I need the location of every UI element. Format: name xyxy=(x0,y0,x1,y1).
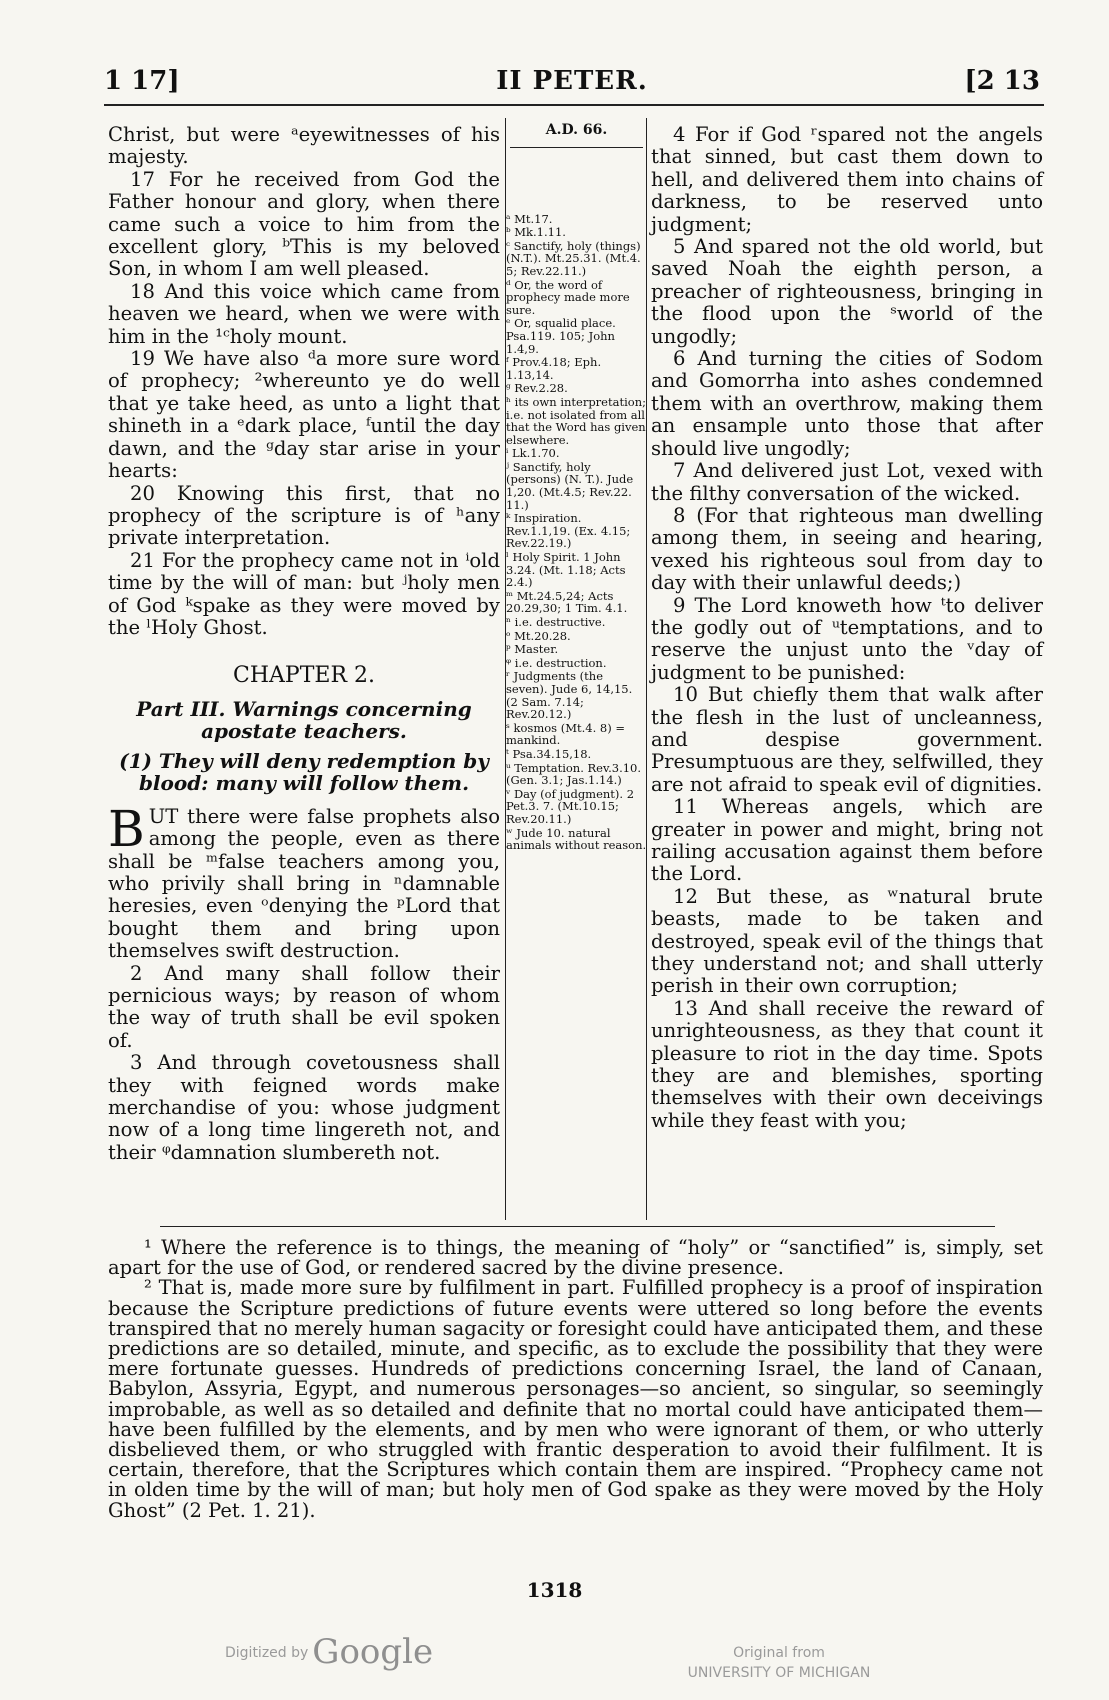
margin-note: ᵖ Master. xyxy=(506,642,559,657)
verse-1-18: 18 And this voice which came from heaven we heard, when we were with him in the ¹ᶜholy mount. xyxy=(108,279,500,348)
verse-2-12: 12 But these, as ʷnatural brute beasts, made to be taken and destroyed, speak evil of the things that they understand not; and shall utterly perish in their own corruption; xyxy=(651,884,1043,998)
drop-cap: B xyxy=(108,799,145,858)
verse-2-13: 13 And shall receive the reward of unrighteousness, as they that count it pleasure to riot in the day time. Spots they are and blemishes, sporting themselves with their own deceivings while they feast with you; xyxy=(651,996,1043,1132)
margin-note: ˢ kosmos (Mt.4. 8) = mankind. xyxy=(506,720,625,748)
header-rule xyxy=(104,104,1044,106)
margin-note: ᵍ Rev.2.28. xyxy=(506,381,568,396)
verse-2-1-text: UT there were false prophets also among the people, even as there shall be ᵐfalse teachers among you, who privily shall bring in ⁿdamnable heresies, even ᵒdenying the ᵖLord that bought them and bring upon themselves swift destruction. xyxy=(108,804,500,963)
verse-2-8: 8 (For that righteous man dwelling among them, in seeing and hearing, vexed his righteous soul from day to day with their unlawful deeds;) xyxy=(651,503,1043,595)
header-reference-right: [2 13 xyxy=(964,66,1040,96)
verse-2-10: 10 But chiefly them that walk after the flesh in the lust of uncleanness, and despise government. Presumptuous are they, selfwilled, they are not afraid to speak evil of dignities. xyxy=(651,683,1043,796)
margin-note: ᶠ Prov.4.18; Eph. 1.13,14. xyxy=(506,355,602,382)
verse-2-2: 2 And many shall follow their pernicious ways; by reason of whom the way of truth shall be evil spoken of. xyxy=(108,961,500,1052)
margin-note: ᵃ Mt.17. xyxy=(506,211,553,226)
header-book-title: II PETER. xyxy=(496,66,648,96)
margin-references xyxy=(506,124,647,853)
margin-note: ⁿ i.e. destructive. xyxy=(506,615,606,629)
part-heading: Part III. Warnings concerning apostate teachers. xyxy=(136,696,472,743)
margin-note: ᵐ Mt.24.5,24; Acts 20.29,30; 1 Tim. 4.1. xyxy=(506,588,628,616)
verse-2-3: 3 And through covetousness shall they with feigned words make merchandise of you: whose judgment now of a long time lingereth not, and their ᵠdamnation slumbereth not. xyxy=(108,1051,500,1164)
margin-note: ʲ Sanctify, holy (persons) (N. T.). Jude 1,20. (Mt.4.5; Rev.22. 11.) xyxy=(506,459,634,512)
verse-2-9: 9 The Lord knoweth how ᵗto deliver the godly out of ᵘtemptations, and to reserve the unjust unto the ᵛday of judgment to be punished: xyxy=(651,593,1043,684)
margin-note: ᵏ Inspiration. Rev.1.1,19. (Ex. 4.15; Rev.22.19.) xyxy=(506,511,631,551)
original-from-label: Original from xyxy=(733,1645,825,1661)
verse-1-19: 19 We have also ᵈa more sure word of prophecy; ²whereunto ye do well that ye take heed, as unto a light that shineth in a ᵉdark place, ᶠuntil the day dawn, and the ᵍday star arise in your hearts: xyxy=(108,347,500,483)
verse-2-4: 4 For if God ʳspared not the angels that sinned, but cast them down to hell, and delivered them into chains of darkness, to be reserved unto judgment; xyxy=(651,123,1043,236)
verse-2-1 xyxy=(108,799,500,963)
margin-note: ˡ Holy Spirit. 1 John 3.24. (Mt. 1.18; Acts 2.4.) xyxy=(506,550,626,590)
margin-note: ᶜ Sanctify, holy (things) (N.T.). Mt.25.31. (Mt.4. 5; Rev.22.11.) xyxy=(506,238,641,278)
left-text-column xyxy=(108,124,500,1164)
verse-2-5: 5 And spared not the old world, but saved Noah the eighth person, a preacher of righteousness, bringing in the flood upon the ˢworld of the ungodly; xyxy=(651,235,1043,348)
footnote-rule xyxy=(160,1226,995,1227)
verse-1-16-end: Christ, but were ᵃeyewitnesses of his majesty. xyxy=(108,123,500,169)
margin-note: ᵗ Psa.34.15,18. xyxy=(506,746,592,761)
library-name: UNIVERSITY OF MICHIGAN xyxy=(687,1665,871,1681)
verse-2-11: 11 Whereas angels, which are greater in power and might, bring not railing accusation against them before the Lord. xyxy=(651,795,1043,886)
chapter-heading: CHAPTER 2. xyxy=(233,663,375,689)
section-subheading: (1) They will deny redemption by blood: many will follow them. xyxy=(119,748,489,795)
margin-note: ᵇ Mk.1.11. xyxy=(506,225,566,240)
google-logo: Google xyxy=(312,1632,434,1672)
library-watermark xyxy=(666,1643,892,1683)
verse-1-20: 20 Knowing this first, that no prophecy of the scripture is of ʰany private interpretation. xyxy=(108,481,500,550)
digitized-by-watermark xyxy=(225,1632,433,1672)
margin-note: ᵛ Day (of judgment). 2 Pet.3. 7. (Mt.10.15; Rev.20.11.) xyxy=(506,786,635,826)
margin-note: ʳ Judgments (the seven). Jude 6, 14,15. (2 Sam. 7.14; Rev.20.12.) xyxy=(506,669,633,722)
margin-note: ᵈ Or, the word of prophecy made more sure. xyxy=(506,277,630,317)
footnote-2: ² That is, made more sure by fulfilment in part. Fulfilled prophecy is a proof of inspiration because the Scripture predictions of future events were uttered so long before the events transpired that no merely human sagacity or foresight could have anticipated them, and these predictions are so detailed, minute, and specific, as to exclude the possibility that they were mere fortunate guesses. Hundreds of predictions concerning Israel, the land of Canaan, Babylon, Assyria, Egypt, and numerous personages—so ancient, so singular, so seemingly improbable, as well as so detailed and definite that no mortal could have anticipated them—have been fulfilled by the elements, and by men who were ignorant of them, or who utterly disbelieved them, or who struggled with frantic desperation to avoid their fulfilment. It is certain, therefore, that the Scriptures which contain them are inspired. “Prophecy came not in olden time by the will of man; but holy men of God spake as they were moved by the Holy Ghost” (2 Pet. 1. 21). xyxy=(108,1276,1043,1522)
digitized-by-label: Digitized by xyxy=(225,1645,309,1661)
margin-note: ʷ Jude 10. natural animals without reason. xyxy=(506,825,647,853)
margin-note: ʰ its own interpretation; i.e. not isolated from all that the Word has given elsewhere. xyxy=(506,394,646,447)
right-text-column xyxy=(651,124,1043,1132)
verse-1-17: 17 For he received from God the Father honour and glory, when there came such a voice to him from the excellent glory, ᵇThis is my beloved Son, in whom I am well pleased. xyxy=(108,167,500,281)
footnote-1: ¹ Where the reference is to things, the meaning of “holy” or “sanctified” is, simply, set apart for the use of God, or rendered sacred by the divine presence. xyxy=(108,1236,1043,1280)
margin-note: ᵉ Or, squalid place. Psa.119. 105; John 1.4,9. xyxy=(506,316,616,356)
margin-date: A.D. 66. xyxy=(545,122,608,138)
margin-note: ⁱ Lk.1.70. xyxy=(506,446,560,461)
verse-2-6: 6 And turning the cities of Sodom and Gomorrha into ashes condemned them with an overthrow, making them an ensample unto those that after should live ungodly; xyxy=(651,347,1043,460)
page-number: 1318 xyxy=(526,1578,583,1602)
margin-note: ᵘ Temptation. Rev.3.10. (Gen. 3.1; Jas.1.14.) xyxy=(506,760,642,788)
verse-1-21: 21 For the prophecy came not in ⁱold time by the will of man: but ʲholy men of God ᵏspake as they were moved by the ˡHoly Ghost. xyxy=(108,548,500,639)
margin-note: ᵠ i.e. destruction. xyxy=(506,655,607,670)
header-reference-left: 1 17] xyxy=(104,66,180,96)
footnotes xyxy=(108,1238,1043,1521)
verse-2-7: 7 And delivered just Lot, vexed with the filthy conversation of the wicked. xyxy=(651,459,1043,505)
margin-note: ᵒ Mt.20.28. xyxy=(506,628,571,643)
